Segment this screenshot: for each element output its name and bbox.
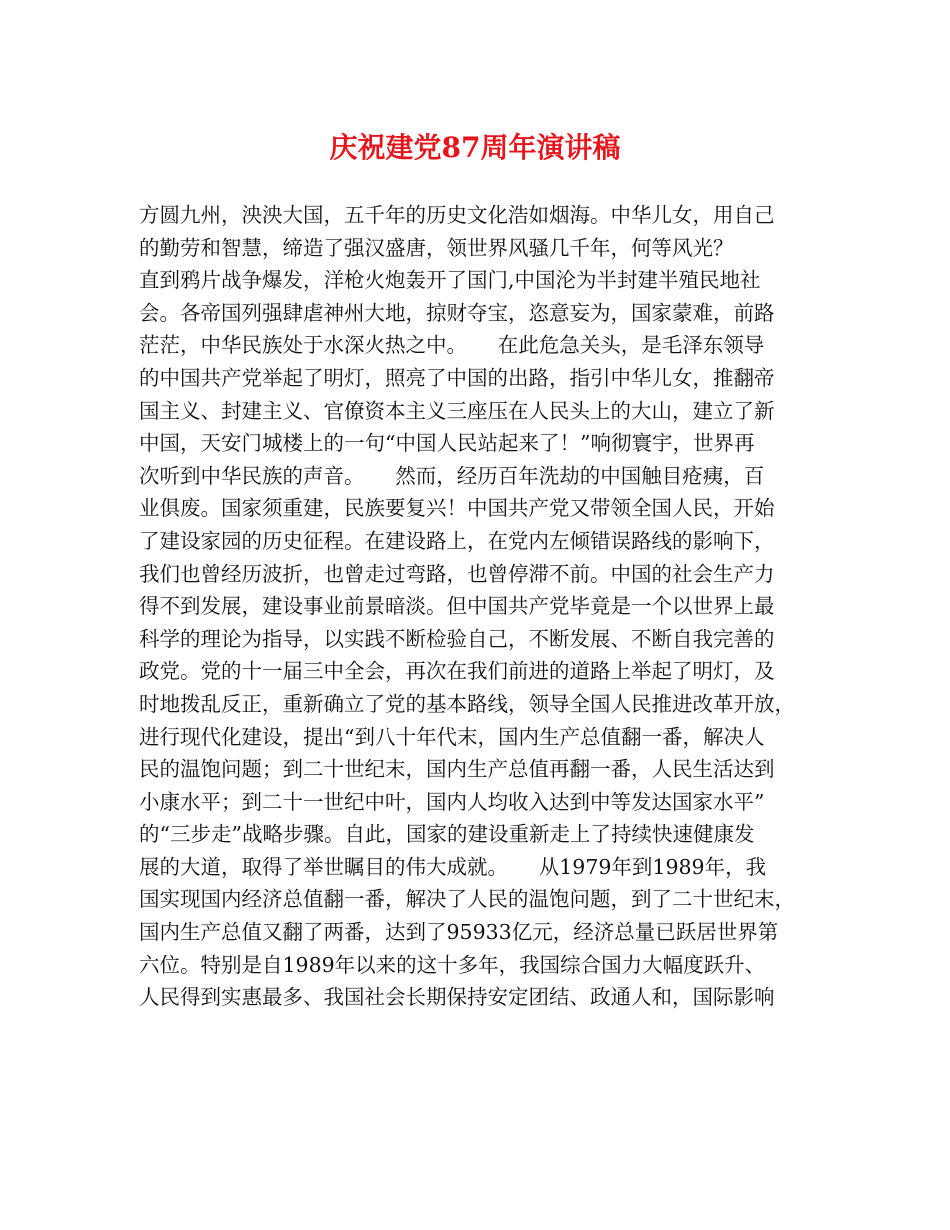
- body-line: 的“三步走”战略步骤。自此，国家的建设重新走上了持续快速健康发: [139, 822, 755, 847]
- body-line: 我们也曾经历波折，也曾走过弯路，也曾停滞不前。中国的社会生产力: [139, 561, 775, 586]
- body-line: 业俱废。国家须重建，民族要复兴！中国共产党又带领全国人民，开始: [139, 496, 775, 521]
- document-body: [139, 199, 829, 1014]
- body-line: 展的大道，取得了举世瞩目的伟大成就。 从1979年到1989年，我: [139, 854, 767, 879]
- body-line: 时地拨乱反正，重新确立了党的基本路线，领导全国人民推进改革开放，: [139, 691, 795, 716]
- body-line: 茫茫，中华民族处于水深火热之中。 在此危急关头，是毛泽东领导: [139, 333, 765, 358]
- body-line: 会。各帝国列强肆虐神州大地，掠财夺宝，恣意妄为，国家蒙难，前路: [139, 300, 775, 325]
- body-line: 了建设家园的历史征程。在建设路上，在党内左倾错误路线的影响下，: [139, 528, 775, 553]
- body-line: 得不到发展，建设事业前景暗淡。但中国共产党毕竟是一个以世界上最: [139, 594, 775, 619]
- body-line: 进行现代化建设，提出“到八十年代末，国内生产总值翻一番，解决人: [139, 724, 765, 749]
- body-line: 中国，天安门城楼上的一句“中国人民站起来了！”响彻寰宇，世界再: [139, 431, 755, 456]
- body-line: 国实现国内经济总值翻一番，解决了人民的温饱问题，到了二十世纪末，: [139, 887, 795, 912]
- body-line: 小康水平；到二十一世纪中叶，国内人均收入达到中等发达国家水平”: [139, 789, 765, 814]
- body-line: 国内生产总值又翻了两番，达到了95933亿元，经济总量已跃居世界第: [139, 920, 779, 945]
- body-line: 六位。特别是自1989年以来的这十多年，我国综合国力大幅度跃升、: [139, 952, 766, 977]
- document-title: 庆祝建党87周年演讲稿: [329, 131, 621, 164]
- body-line: 方圆九州，泱泱大国，五千年的历史文化浩如烟海。中华儿女，用自己: [139, 203, 775, 227]
- body-line: 人民得到实惠最多、我国社会长期保持安定团结、政通人和，国际影响: [139, 985, 775, 1010]
- body-line: 国主义、封建主义、官僚资本主义三座压在人民头上的大山，建立了新: [139, 398, 775, 423]
- body-line: 政党。党的十一届三中全会，再次在我们前进的道路上举起了明灯，及: [139, 659, 775, 684]
- body-line: 直到鸦片战争爆发，洋枪火炮轰开了国门,中国沦为半封建半殖民地社: [139, 268, 761, 293]
- body-line: 民的温饱问题；到二十世纪末，国内生产总值再翻一番，人民生活达到: [139, 757, 775, 782]
- body-line: 的勤劳和智慧，缔造了强汉盛唐，领世界风骚几千年，何等风光？: [139, 235, 734, 260]
- body-line: 科学的理论为指导，以实践不断检验自己，不断发展、不断自我完善的: [139, 626, 775, 651]
- body-line: 次听到中华民族的声音。 然而，经历百年洗劫的中国触目疮痍，百: [139, 463, 765, 488]
- body-line: 的中国共产党举起了明灯，照亮了中国的出路，指引中华儿女，推翻帝: [139, 365, 775, 390]
